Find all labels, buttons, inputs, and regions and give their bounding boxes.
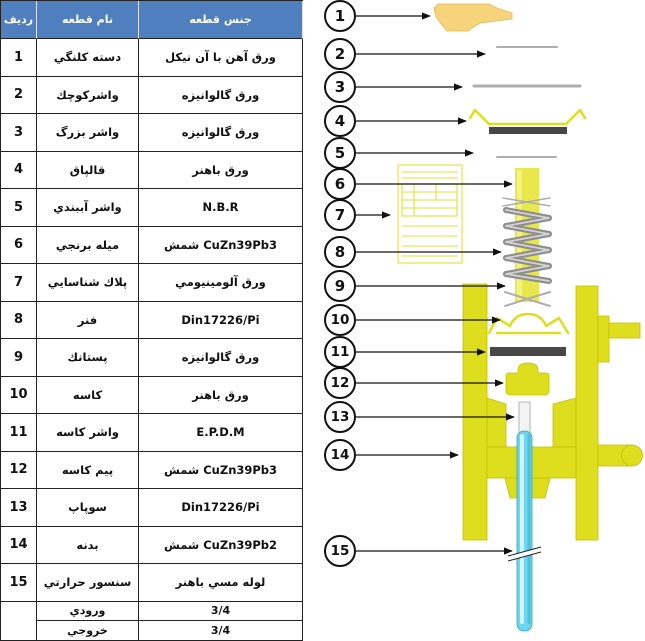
cell-row-number: 8 xyxy=(1,302,37,340)
cell-connection-inlet-size: 3/4 xyxy=(139,602,303,622)
callout-number: 8 xyxy=(334,243,346,261)
callout-6 xyxy=(325,169,355,199)
part-8-spring xyxy=(506,210,549,281)
cell-material: ورق گالوانيزه xyxy=(139,114,303,152)
cell-material: Din17226/Pi xyxy=(139,302,303,340)
cell-material: E.P.D.M xyxy=(139,414,303,452)
callout-number: 1 xyxy=(334,7,346,25)
cell-connection-inlet: ورودي xyxy=(37,602,139,622)
cell-part-name: فنر xyxy=(37,302,139,340)
callout-1 xyxy=(325,1,355,31)
cell-row-number: 10 xyxy=(1,377,37,415)
cell-row-number: 12 xyxy=(1,452,37,490)
parts-table xyxy=(0,0,303,641)
callout-number: 5 xyxy=(334,144,346,162)
cell-row-number: 14 xyxy=(1,527,37,565)
cell-connection-outlet: خروجي xyxy=(37,621,139,641)
callout-number: 13 xyxy=(330,409,350,425)
cell-row-number: 9 xyxy=(1,339,37,377)
cell-part-name: واشركوچك xyxy=(37,77,139,115)
callout-number: 11 xyxy=(330,344,350,360)
cell-row-number: 1 xyxy=(1,39,37,77)
cell-part-name: پيم كاسه xyxy=(37,452,139,490)
cell-material: لوله مسي باهنر xyxy=(139,564,303,602)
cell-row-number: 15 xyxy=(1,564,37,602)
cell-row-number: 2 xyxy=(1,77,37,115)
callout-15 xyxy=(325,536,355,566)
callout-2 xyxy=(325,39,355,69)
header-material: جنس قطعه xyxy=(139,1,303,39)
callout-number: 14 xyxy=(330,447,350,463)
callout-number: 9 xyxy=(334,277,346,295)
cell-connection-outlet-size: 3/4 xyxy=(139,621,303,641)
cell-material: ورق گالوانيزه xyxy=(139,77,303,115)
cell-part-name: پستانك xyxy=(37,339,139,377)
part-13-valve xyxy=(519,402,530,433)
cell-material: ورق آهن با آن نيكل xyxy=(139,39,303,77)
cell-part-name: سوپاپ xyxy=(37,489,139,527)
cell-part-name: بدنه xyxy=(37,527,139,565)
part-1-handle xyxy=(434,4,512,31)
cell-part-name: قالپاق xyxy=(37,152,139,190)
cell-material: ورق باهنر xyxy=(139,377,303,415)
callout-number: 3 xyxy=(334,78,346,96)
exploded-view-diagram xyxy=(305,0,645,641)
part-10-bowl xyxy=(489,314,568,333)
cell-material: شمش CuZn39Pb3 xyxy=(139,227,303,265)
cell-row-number: 11 xyxy=(1,414,37,452)
callout-number: 10 xyxy=(330,312,350,328)
cell-row-number: 7 xyxy=(1,264,37,302)
cell-part-name: سنسور حرارتي xyxy=(37,564,139,602)
cell-material: ورق گالوانيزه xyxy=(139,339,303,377)
callout-12 xyxy=(325,368,355,398)
callout-number: 6 xyxy=(334,175,346,193)
cell-part-name: واشر آببندي xyxy=(37,189,139,227)
cell-material: Din17226/Pi xyxy=(139,489,303,527)
callout-9 xyxy=(325,271,355,301)
callout-5 xyxy=(325,138,355,168)
cell-part-name: دسته كلنگي xyxy=(37,39,139,77)
cell-part-name: واشر كاسه xyxy=(37,414,139,452)
part-12-bowl-pin xyxy=(506,363,549,395)
callout-11 xyxy=(325,337,355,367)
cell-row-number: 6 xyxy=(1,227,37,265)
cell-part-name: ميله برنجي xyxy=(37,227,139,265)
cell-row-number: 5 xyxy=(1,189,37,227)
callout-4 xyxy=(325,106,355,136)
callout-number: 2 xyxy=(334,45,346,63)
header-row-number: ردیف xyxy=(1,1,37,39)
callout-10 xyxy=(325,305,355,335)
cell-material: شمش CuZn39Pb3 xyxy=(139,452,303,490)
callout-number: 12 xyxy=(330,375,350,391)
cell-row-number-empty xyxy=(1,602,37,641)
cell-row-number: 13 xyxy=(1,489,37,527)
cell-material: ورق باهنر xyxy=(139,152,303,190)
cell-part-name: واشر بزرگ xyxy=(37,114,139,152)
cell-part-name: كاسه xyxy=(37,377,139,415)
callout-number: 15 xyxy=(330,543,350,559)
callout-3 xyxy=(325,72,355,102)
cell-part-name: پلاك شناسايي xyxy=(37,264,139,302)
callout-number: 4 xyxy=(334,112,346,130)
cell-material: N.B.R xyxy=(139,189,303,227)
cell-row-number: 3 xyxy=(1,114,37,152)
callout-14 xyxy=(325,440,355,470)
callout-8 xyxy=(325,237,355,267)
part-4-cap xyxy=(470,110,585,134)
cell-row-number: 4 xyxy=(1,152,37,190)
header-part-name: نام قطعه xyxy=(37,1,139,39)
part-11-bowl-washer xyxy=(490,347,566,356)
callout-13 xyxy=(325,402,355,432)
callout-7 xyxy=(325,200,355,230)
callout-number: 7 xyxy=(334,206,346,224)
cell-material: شمش CuZn39Pb2 xyxy=(139,527,303,565)
cell-material: ورق آلومينيومي xyxy=(139,264,303,302)
part-7-nameplate xyxy=(398,165,462,263)
